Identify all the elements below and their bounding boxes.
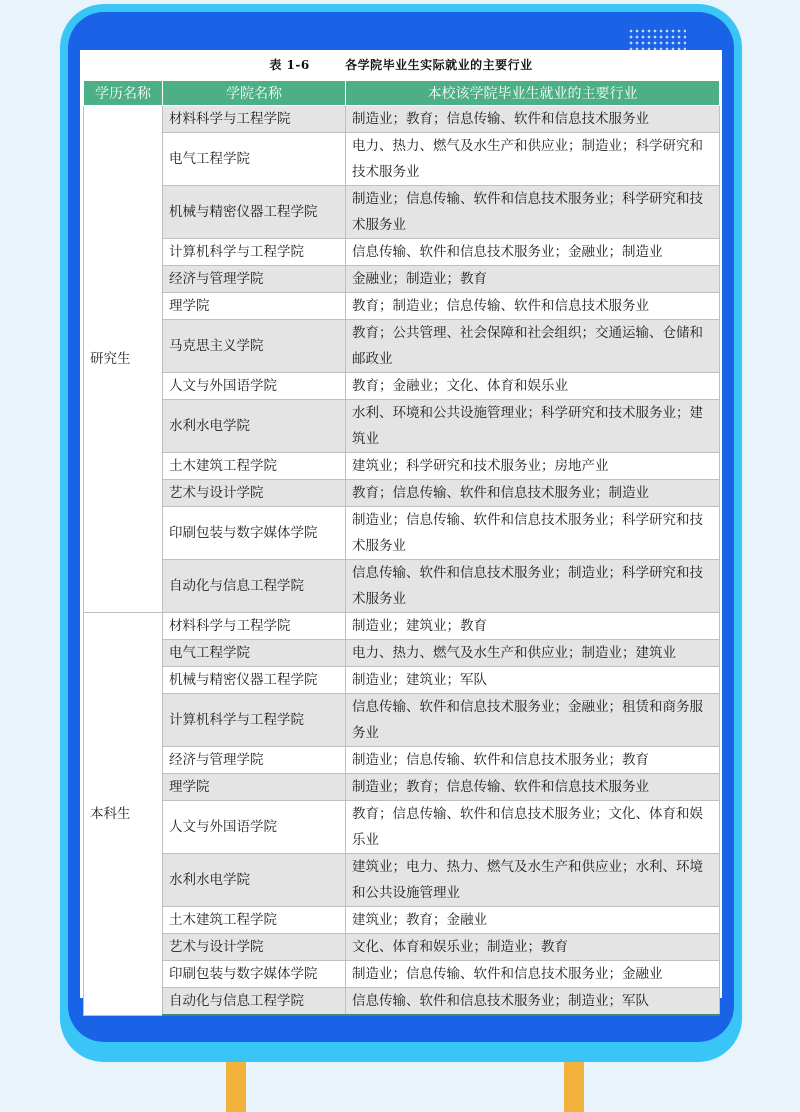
industries-cell: 电力、热力、燃气及水生产和供应业；制造业；科学研究和技术服务业 xyxy=(346,133,720,186)
college-cell: 机械与精密仪器工程学院 xyxy=(163,667,346,694)
industries-cell: 金融业；制造业；教育 xyxy=(346,266,720,293)
table-row xyxy=(84,266,720,293)
industries-cell: 水利、环境和公共设施管理业；科学研究和技术服务业；建筑业 xyxy=(346,400,720,453)
board-stand-right-leg xyxy=(564,1062,584,1112)
industries-cell: 制造业；建筑业；教育 xyxy=(346,613,720,640)
table-caption xyxy=(80,50,722,80)
industries-cell: 建筑业；教育；金融业 xyxy=(346,907,720,934)
table-row xyxy=(84,106,720,133)
table-row xyxy=(84,988,720,1016)
table-row xyxy=(84,801,720,854)
table-row xyxy=(84,133,720,186)
college-cell: 经济与管理学院 xyxy=(163,747,346,774)
table-row xyxy=(84,400,720,453)
industries-cell: 制造业；信息传输、软件和信息技术服务业；金融业 xyxy=(346,961,720,988)
table-row xyxy=(84,613,720,640)
industries-cell: 建筑业；科学研究和技术服务业；房地产业 xyxy=(346,453,720,480)
college-cell: 艺术与设计学院 xyxy=(163,480,346,507)
college-cell: 自动化与信息工程学院 xyxy=(163,560,346,613)
table-row xyxy=(84,854,720,907)
table-row xyxy=(84,560,720,613)
table-header-row xyxy=(84,81,720,106)
table-row xyxy=(84,747,720,774)
table-row xyxy=(84,373,720,400)
table-row xyxy=(84,640,720,667)
board-stand-left-leg xyxy=(226,1062,246,1112)
college-cell: 马克思主义学院 xyxy=(163,320,346,373)
college-cell: 人文与外国语学院 xyxy=(163,373,346,400)
industries-cell: 教育；金融业；文化、体育和娱乐业 xyxy=(346,373,720,400)
college-cell: 理学院 xyxy=(163,293,346,320)
college-cell: 水利水电学院 xyxy=(163,854,346,907)
college-cell: 计算机科学与工程学院 xyxy=(163,239,346,266)
header-college: 学院名称 xyxy=(163,81,346,106)
industries-cell: 教育；信息传输、软件和信息技术服务业；文化、体育和娱乐业 xyxy=(346,801,720,854)
college-cell: 机械与精密仪器工程学院 xyxy=(163,186,346,239)
table-row xyxy=(84,293,720,320)
industries-cell: 制造业；教育；信息传输、软件和信息技术服务业 xyxy=(346,774,720,801)
industries-cell: 教育；制造业；信息传输、软件和信息技术服务业 xyxy=(346,293,720,320)
table-row xyxy=(84,667,720,694)
college-cell: 材料科学与工程学院 xyxy=(163,613,346,640)
table-row xyxy=(84,453,720,480)
industries-cell: 电力、热力、燃气及水生产和供应业；制造业；建筑业 xyxy=(346,640,720,667)
college-cell: 土木建筑工程学院 xyxy=(163,453,346,480)
industries-cell: 信息传输、软件和信息技术服务业；制造业；军队 xyxy=(346,988,720,1016)
table-row xyxy=(84,907,720,934)
college-cell: 材料科学与工程学院 xyxy=(163,106,346,133)
college-cell: 印刷包装与数字媒体学院 xyxy=(163,961,346,988)
degree-cell: 本科生 xyxy=(84,613,163,1016)
header-degree: 学历名称 xyxy=(84,81,163,106)
industries-cell: 制造业；信息传输、软件和信息技术服务业；科学研究和技术服务业 xyxy=(346,507,720,560)
industries-cell: 制造业；建筑业；军队 xyxy=(346,667,720,694)
college-cell: 经济与管理学院 xyxy=(163,266,346,293)
document-sheet xyxy=(80,50,722,1009)
table-row xyxy=(84,934,720,961)
college-cell: 印刷包装与数字媒体学院 xyxy=(163,507,346,560)
industries-cell: 信息传输、软件和信息技术服务业；制造业；科学研究和技术服务业 xyxy=(346,560,720,613)
table-row xyxy=(84,694,720,747)
table-row xyxy=(84,186,720,239)
college-cell: 土木建筑工程学院 xyxy=(163,907,346,934)
college-cell: 自动化与信息工程学院 xyxy=(163,988,346,1016)
table-row xyxy=(84,320,720,373)
table-row xyxy=(84,507,720,560)
industries-cell: 教育；信息传输、软件和信息技术服务业；制造业 xyxy=(346,480,720,507)
table-row xyxy=(84,774,720,801)
college-cell: 艺术与设计学院 xyxy=(163,934,346,961)
college-cell: 人文与外国语学院 xyxy=(163,801,346,854)
industries-cell: 教育；公共管理、社会保障和社会组织；交通运输、仓储和邮政业 xyxy=(346,320,720,373)
table-title: 各学院毕业生实际就业的主要行业 xyxy=(345,58,533,72)
industries-cell: 建筑业；电力、热力、燃气及水生产和供应业；水利、环境和公共设施管理业 xyxy=(346,854,720,907)
decorative-dot-grid xyxy=(628,28,686,50)
college-cell: 电气工程学院 xyxy=(163,640,346,667)
table-number: 表 1-6 xyxy=(269,58,310,72)
college-cell: 电气工程学院 xyxy=(163,133,346,186)
college-cell: 水利水电学院 xyxy=(163,400,346,453)
table-body xyxy=(84,106,720,1016)
table-row xyxy=(84,239,720,266)
industries-cell: 信息传输、软件和信息技术服务业；金融业；制造业 xyxy=(346,239,720,266)
table-row xyxy=(84,961,720,988)
college-cell: 理学院 xyxy=(163,774,346,801)
degree-cell: 研究生 xyxy=(84,106,163,613)
industries-cell: 制造业；信息传输、软件和信息技术服务业；教育 xyxy=(346,747,720,774)
table-row xyxy=(84,480,720,507)
industries-cell: 制造业；教育；信息传输、软件和信息技术服务业 xyxy=(346,106,720,133)
college-cell: 计算机科学与工程学院 xyxy=(163,694,346,747)
industry-table xyxy=(83,80,720,1016)
header-industries: 本校该学院毕业生就业的主要行业 xyxy=(346,81,720,106)
industries-cell: 制造业；信息传输、软件和信息技术服务业；科学研究和技术服务业 xyxy=(346,186,720,239)
industries-cell: 文化、体育和娱乐业；制造业；教育 xyxy=(346,934,720,961)
industries-cell: 信息传输、软件和信息技术服务业；金融业；租赁和商务服务业 xyxy=(346,694,720,747)
